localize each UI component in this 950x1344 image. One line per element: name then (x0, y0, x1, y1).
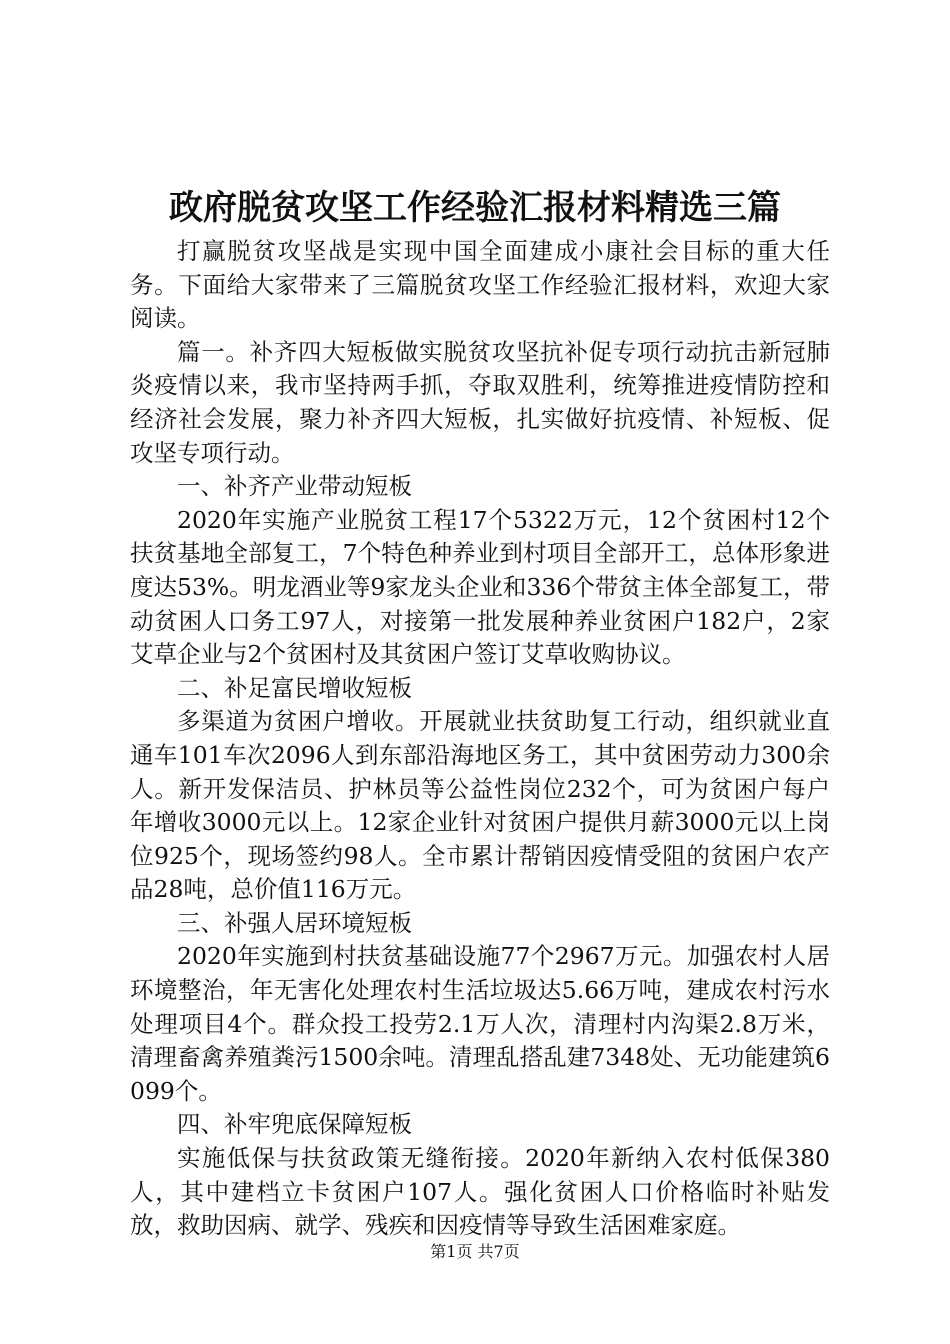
section-heading-industry: 一、补齐产业带动短板 (177, 472, 412, 501)
income-paragraph: 多渠道为贫困户增收。开展就业扶贫助复工行动，组织就业直通车101车次2096人到东部沿海地区务工，其中贫困劳动力300余人。新开发保洁员、护林员等公益性岗位232个，可为贫困户每户年增收3000元以上。12家企业针对贫困户提供月薪3000元以上岗位925个，现场签约98人。全市累计帮销因疫情受阻的贫困户农产品28吨，总价值116万元。 (130, 707, 830, 904)
intro-paragraph: 打赢脱贫攻坚战是实现中国全面建成小康社会目标的重大任务。下面给大家带来了三篇脱贫攻坚工作经验汇报材料，欢迎大家阅读。 (130, 237, 830, 333)
industry-paragraph: 2020年实施产业脱贫工程17个5322万元，12个贫困村12个扶贫基地全部复工，7个特色种养业到村项目全部开工，总体形象进度达53%。明龙酒业等9家龙头企业和336个带贫主体全部复工，带动贫困人口务工97人，对接第一批发展种养业贫困户182户，2家艾草企业与2个贫困村及其贫困户签订艾草收购协议。 (130, 505, 830, 669)
article-one-paragraph: 篇一。补齐四大短板做实脱贫攻坚抗补促专项行动抗击新冠肺炎疫情以来，我市坚持两手抓，夺取双胜利，统筹推进疫情防控和经济社会发展，聚力补齐四大短板，扎实做好抗疫情、补短板、促攻坚专项行动。 (130, 337, 830, 467)
section-heading-income: 二、补足富民增收短板 (177, 673, 412, 702)
section-heading-security: 四、补牢兜底保障短板 (177, 1110, 412, 1139)
page-number-footer: 第1页 共7页 (430, 1242, 520, 1261)
security-paragraph: 实施低保与扶贫政策无缝衔接。2020年新纳入农村低保380人，其中建档立卡贫困户107人。强化贫困人口价格临时补贴发放，救助因病、就学、残疾和因疫情等导致生活困难家庭。 (130, 1144, 830, 1240)
section-heading-environment: 三、补强人居环境短板 (177, 908, 412, 937)
document-title: 政府脱贫攻坚工作经验汇报材料精选三篇 (169, 188, 781, 228)
environment-paragraph: 2020年实施到村扶贫基础设施77个2967万元。加强农村人居环境整治，年无害化处理农村生活垃圾达5.66万吨，建成农村污水处理项目4个。群众投工投劳2.1万人次，清理村内沟渠2.8万米，清理畜禽养殖粪污1500余吨。清理乱搭乱建7348处、无功能建筑6099个。 (130, 942, 830, 1105)
document-body (130, 235, 830, 1243)
